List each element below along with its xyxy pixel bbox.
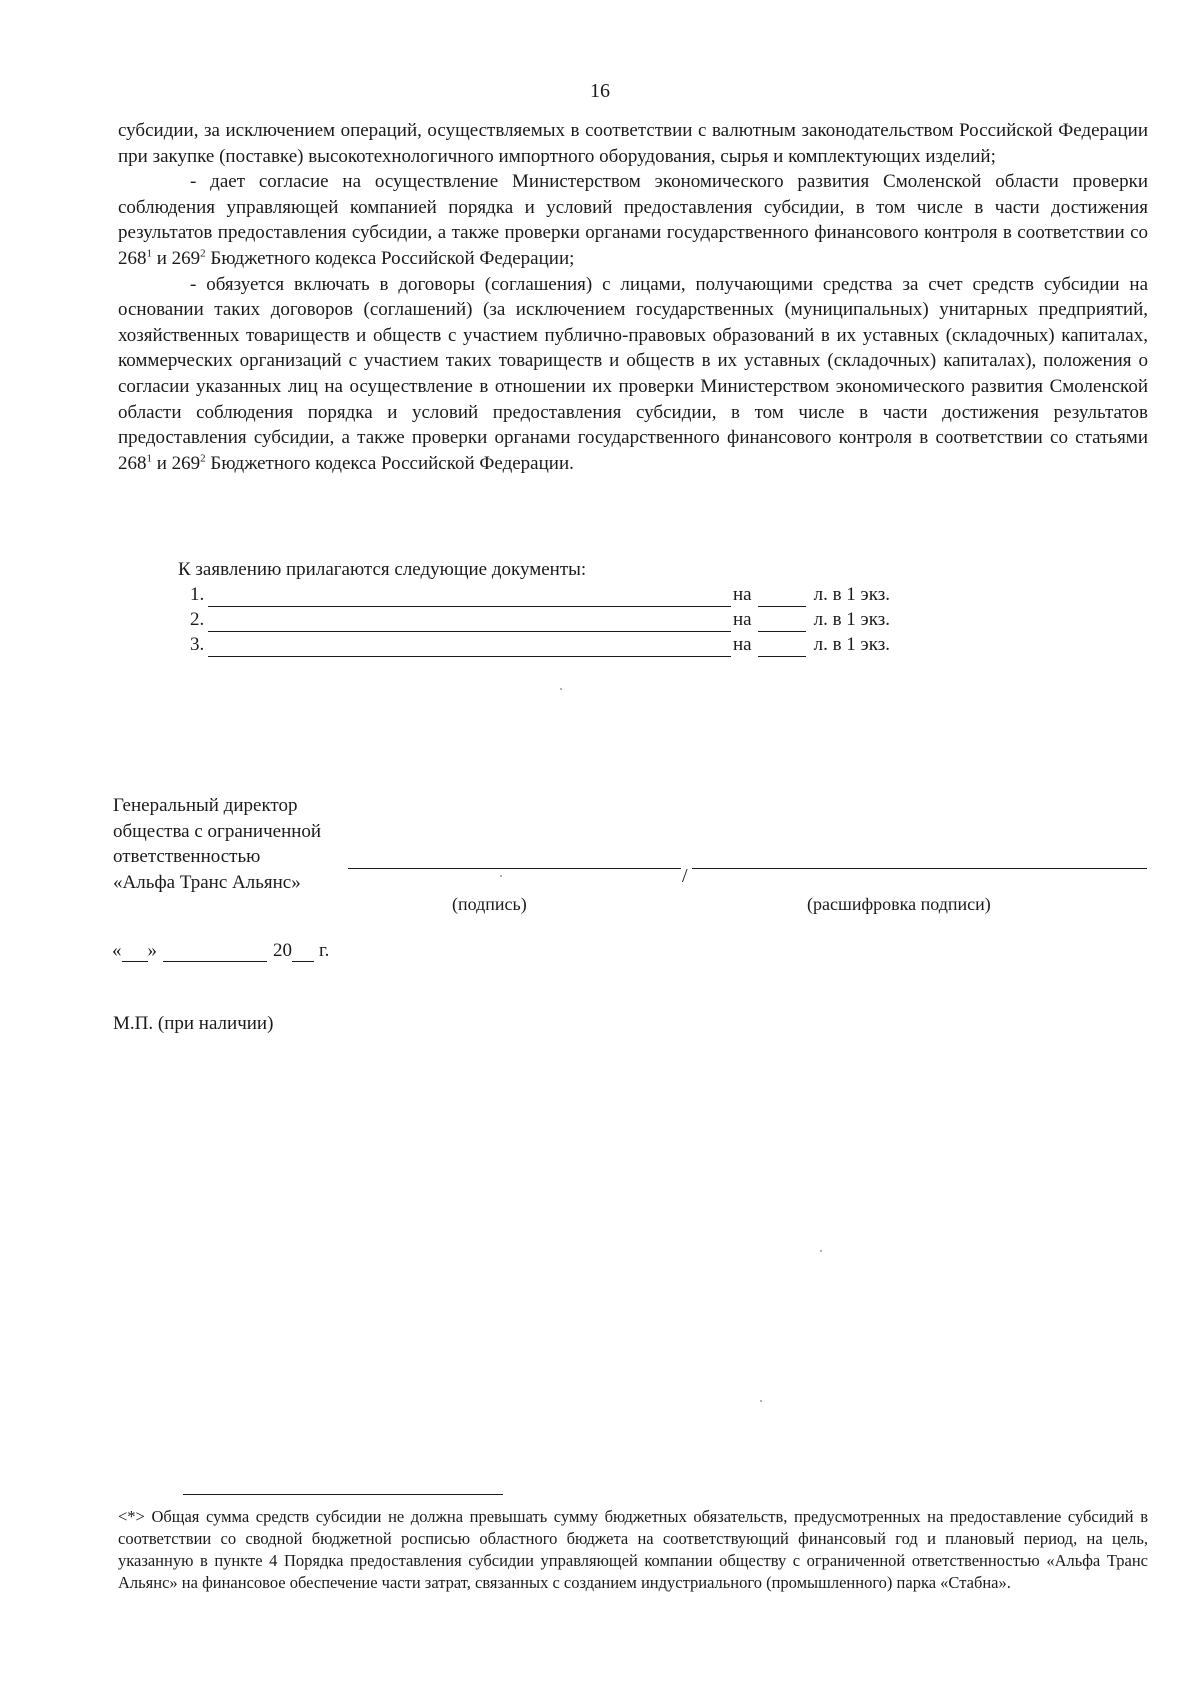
- attachment-title-blank: [208, 636, 731, 657]
- attachments-list: [178, 557, 890, 657]
- signer-position: Генеральный директор: [113, 795, 298, 816]
- attachment-na: на: [733, 609, 752, 630]
- superscript: 2: [200, 247, 206, 260]
- signer-block: [113, 793, 373, 895]
- date-year-blank: [292, 941, 314, 962]
- attachment-row: [190, 607, 890, 632]
- paragraph-continuation: [118, 118, 1148, 169]
- page-number: 16: [590, 80, 610, 102]
- date-day-blank: [122, 941, 148, 962]
- superscript: 2: [200, 452, 206, 465]
- date-year-suffix: г.: [319, 940, 330, 961]
- attachment-pages-blank: [758, 611, 806, 632]
- attachment-suffix: л. в 1 экз.: [813, 584, 890, 605]
- attachment-number: 3.: [190, 634, 205, 655]
- date-century: 20: [273, 940, 292, 961]
- paragraph-obligation: [118, 272, 1148, 477]
- text-run: - обязуется включать в договоры (соглашения) с лицами, получающими средства за счет средств субсидии на основании таких договоров (соглашений) (за исключением государственных (муниципальных) унитарных предприятий, хозяйственных товариществ и обществ с участием публично-правовых образований в их уставных (складочных) капиталах, коммерческих организаций с участием таких товариществ и обществ в их уставных (складочных) капиталах), положения о согласии указанных лиц на осуществление в отношении их проверки Министерством экономического развития Смоленской области соблюдения порядка и условий предоставления субсидии, в том числе в части достижения результатов предоставления субсидии, а также проверки органами государственного финансового контроля в соответствии со статьями 268: [118, 273, 1148, 474]
- signature-caption: (подпись): [452, 894, 527, 914]
- signature-separator: /: [682, 865, 688, 887]
- scan-speck: [820, 1250, 822, 1252]
- signer-position: ответственностью: [113, 846, 261, 867]
- attachment-pages-blank: [758, 586, 806, 607]
- attachment-pages-blank: [758, 636, 806, 657]
- attachment-na: на: [733, 584, 752, 605]
- body-text: [118, 118, 1148, 476]
- footnote-separator: [183, 1494, 503, 1495]
- signature-decoding-caption: (расшифровка подписи): [807, 894, 991, 914]
- text-run: субсидии, за исключением операций, осуществляемых в соответствии с валютным законодательством Российской Федерации при закупке (поставке) высокотехнологичного импортного оборудования, сырья и комплектующих изделий;: [118, 120, 1148, 167]
- text-run: - дает согласие на осуществление Министерством экономического развития Смоленской области проверки соблюдения управляющей компанией порядка и условий предоставления субсидии, в том числе в части достижения результатов предоставления субсидии, а также проверки органами государственного финансового контроля в соответствии со 268: [118, 171, 1148, 269]
- footnote: [118, 1506, 1148, 1594]
- signer-company: «Альфа Транс Альянс»: [113, 871, 301, 893]
- attachment-suffix: л. в 1 экз.: [813, 634, 890, 655]
- text-run: и 269: [152, 247, 201, 269]
- superscript: 1: [146, 452, 152, 465]
- attachment-row: [190, 632, 890, 657]
- footnote-marker: <*>: [118, 1507, 145, 1526]
- attachment-na: на: [733, 634, 752, 655]
- signer-position: общества с ограниченной: [113, 820, 322, 842]
- attachment-title-blank: [208, 611, 731, 632]
- text-run: Бюджетного кодекса Российской Федерации;: [205, 247, 575, 269]
- footnote-text: Общая сумма средств субсидии не должна превышать сумму бюджетных обязательств, предусмотренных на предоставление субсидий в соответствии со сводной бюджетной росписью областного бюджета на соответствующий финансовый год и плановый период, на цель, указанную в пункте 4 Порядка предоставления субсидии управляющей компании обществу с ограниченной ответственностью «Альфа Транс Альянс» на финансовое обеспечение части затрат, связанных с созданием индустриального (промышленного) парка «Стабна».: [118, 1507, 1148, 1592]
- text-run: и 269: [152, 452, 201, 474]
- superscript: 1: [146, 247, 152, 260]
- scan-speck: [760, 1400, 762, 1402]
- scan-speck: [560, 688, 562, 690]
- signature-decoding-blank: [692, 868, 1147, 869]
- date-line: [112, 940, 329, 962]
- text-run: Бюджетного кодекса Российской Федерации.: [205, 452, 574, 474]
- stamp-note: М.П. (при наличии): [113, 1013, 274, 1034]
- attachments-heading: К заявлению прилагаются следующие документы:: [178, 559, 587, 580]
- signature-blank: [348, 868, 681, 869]
- attachment-number: 2.: [190, 609, 205, 630]
- attachment-number: 1.: [190, 584, 205, 605]
- date-month-blank: [163, 941, 267, 962]
- attachment-suffix: л. в 1 экз.: [813, 609, 890, 630]
- paragraph-consent: [118, 169, 1148, 271]
- scan-speck: [500, 875, 502, 877]
- date-open-quote: «: [112, 940, 122, 961]
- attachment-row: [190, 582, 890, 607]
- date-close-quote: »: [147, 940, 157, 961]
- attachment-title-blank: [208, 586, 731, 607]
